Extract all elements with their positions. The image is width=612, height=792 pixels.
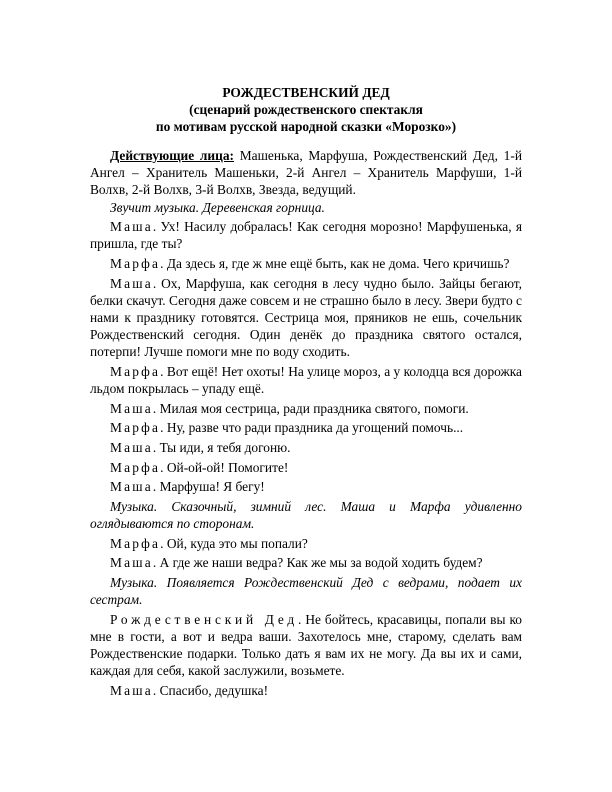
dialogue-text: . Спасибо, дедушка! (152, 682, 269, 698)
speaker-name: Марфа (110, 364, 161, 379)
speaker-name: Маша (110, 439, 153, 455)
dialogue-line (90, 363, 522, 397)
dialogue-line (90, 459, 522, 476)
dialogue-line (90, 218, 522, 252)
document-title: РОЖДЕСТВЕНСКИЙ ДЕД (222, 85, 390, 100)
dialogue-line (90, 419, 522, 436)
dialogue-text: . Вот ещё! Нет охоты! На улице мороз, а у колодца вся дорожка льдом покрылась – упаду ещё. (90, 364, 522, 397)
dialogue-line (90, 535, 522, 552)
script-body (90, 199, 522, 699)
stage-direction: Музыка. Появляется Рождественский Дед с ведрами, подает их сестрам. (90, 574, 522, 607)
dialogue-text: . Марфуша! Я бегу! (152, 479, 265, 495)
speaker-name: Марфа (110, 459, 161, 475)
speaker-name: Маша (110, 555, 153, 571)
document-subtitle: (сценарий рождественского спектакля (189, 102, 423, 117)
dialogue-line (90, 682, 522, 699)
dialogue-text: . Да здесь я, где ж мне ещё быть, как не дома. Чего кричишь? (160, 256, 510, 271)
dialogue-text: . Не бойтесь, красавицы, попали вы ко мне в гости, а вот и ведра ваши. Захотелось мне, старому, сделать вам Рождественские подарки. Только дать я вам их не могу. Да вы их и сами, каждая для себя, какой заслужили, возьмете. (90, 611, 522, 679)
dialogue-line (90, 275, 522, 361)
dialogue-line (90, 255, 522, 272)
dialogue-line (90, 611, 522, 680)
dialogue-line (90, 439, 522, 456)
cast-label: Действующие лица: (110, 148, 235, 163)
dialogue-text: . Ой-ой-ой! Помогите! (160, 459, 289, 475)
stage-direction: Звучит музыка. Деревенская горница. (110, 199, 325, 215)
dialogue-text: . Ох, Марфуша, как сегодня в лесу чудно было. Зайцы бегают, белки скачут. Сегодня даже совсем и не страшно было в лесу. Звери будто с нами к празднику готовятся. Сестрица моя, пряников не ешь, сочельник Рождественский сегодня. Один денёк до праздника святого остался, потерпи! Лучше помоги мне по воду сходить. (90, 275, 522, 360)
speaker-name: Маша (110, 479, 153, 495)
stage-direction: Музыка. Сказочный, зимний лес. Маша и Марфа удивленно оглядываются по сторонам. (90, 498, 522, 531)
dialogue-line (90, 478, 522, 495)
speaker-name: Маша (110, 682, 153, 698)
speaker-name: Рождественский Дед (110, 611, 298, 627)
speaker-name: Марфа (110, 535, 161, 551)
cast-list (90, 147, 522, 199)
dialogue-line (90, 400, 522, 417)
document-subtitle-2: по мотивам русской народной сказки «Морозко») (155, 119, 457, 134)
dialogue-line (90, 554, 522, 571)
dialogue-text: . А где же наши ведра? Как же мы за водой ходить будем? (152, 555, 483, 571)
speaker-name: Маша (110, 275, 153, 291)
speaker-name: Марфа (110, 420, 161, 436)
dialogue-text: . Ух! Насилу добралась! Как сегодня морозно! Марфушенька, я пришла, где ты? (90, 219, 522, 252)
cast-names: Машенька, Марфуша, Рождественский Дед, 1-й Ангел – Хранитель Машеньки, 2-й Ангел – Хранитель Марфуши, 1-й Волхв, 2-й Волхв, 3-й Волхв, Звезда, ведущий. (90, 148, 522, 198)
dialogue-text: . Ой, куда это мы попали? (160, 535, 308, 551)
dialogue-text: . Милая моя сестрица, ради праздника святого, помоги. (152, 400, 469, 416)
dialogue-text: . Ну, разве что ради праздника да угощений помочь... (160, 420, 464, 436)
dialogue-text: . Ты иди, я тебя догоню. (152, 439, 291, 455)
speaker-name: Маша (110, 219, 153, 235)
speaker-name: Марфа (110, 256, 161, 271)
document-page (90, 84, 522, 699)
speaker-name: Маша (110, 400, 153, 416)
